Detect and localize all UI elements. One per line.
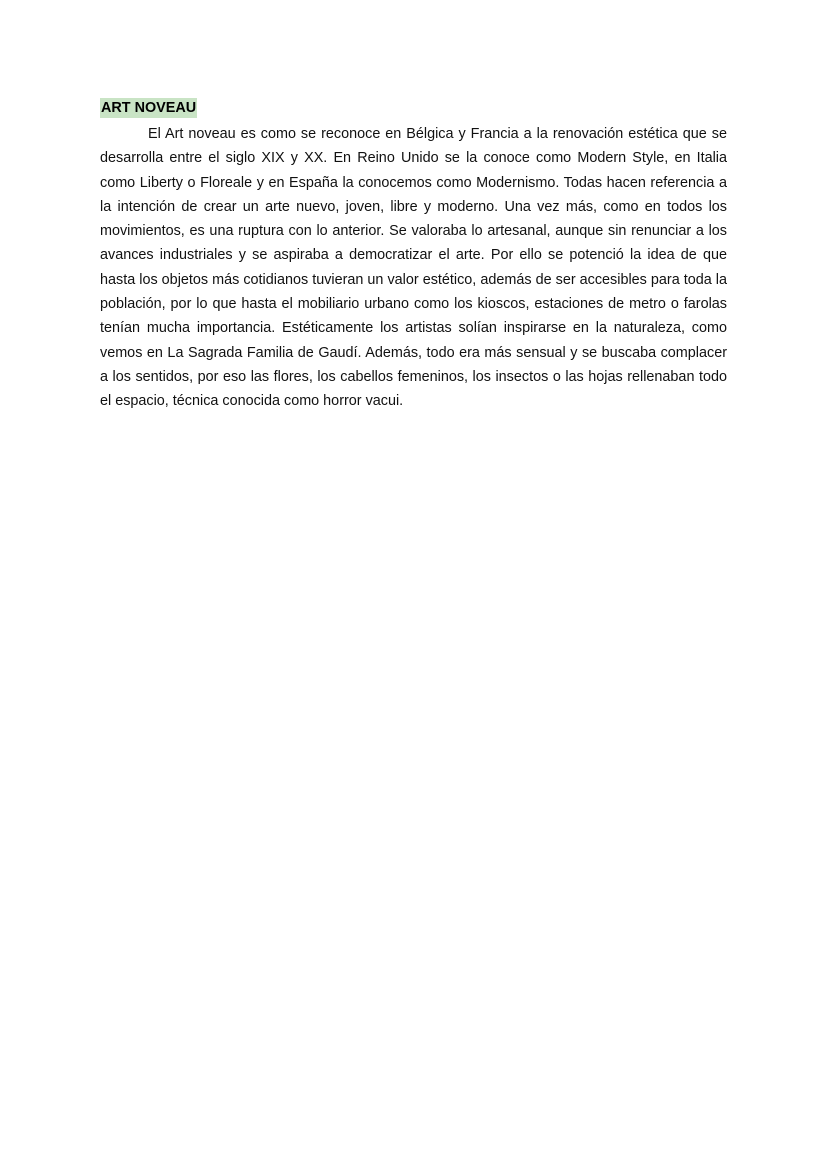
document-content bbox=[100, 98, 727, 414]
section-heading: ART NOVEAU bbox=[101, 100, 197, 116]
body-paragraph: El Art noveau es como se reconoce en Bélgica y Francia a la renovación estética que se desarrolla entre el siglo XIX y XX. En Reino Unido se la conoce como Modern Style, en Italia como Liberty o Floreale y en España la conocemos como Modernismo. Todas hacen referencia a la intención de crear un arte nuevo, joven, libre y moderno. Una vez más, como en todos los movimientos, es una ruptura con lo anterior. Se valoraba lo artesanal, aunque sin renunciar a los avances industriales y se aspiraba a democratizar el arte. Por ello se potenció la idea de que hasta los objetos más cotidianos tuvieran un valor estético, además de ser accesibles para toda la población, por lo que hasta el mobiliario urbano como los kioscos, estaciones de metro o farolas tenían mucha importancia. Estéticamente los artistas solían inspirarse en la naturaleza, como vemos en La Sagrada Familia de Gaudí. Además, todo era más sensual y se buscaba complacer a los sentidos, por eso las flores, los cabellos femeninos, los insectos o las hojas rellenaban todo el espacio, técnica conocida como horror vacui. bbox=[100, 126, 727, 410]
